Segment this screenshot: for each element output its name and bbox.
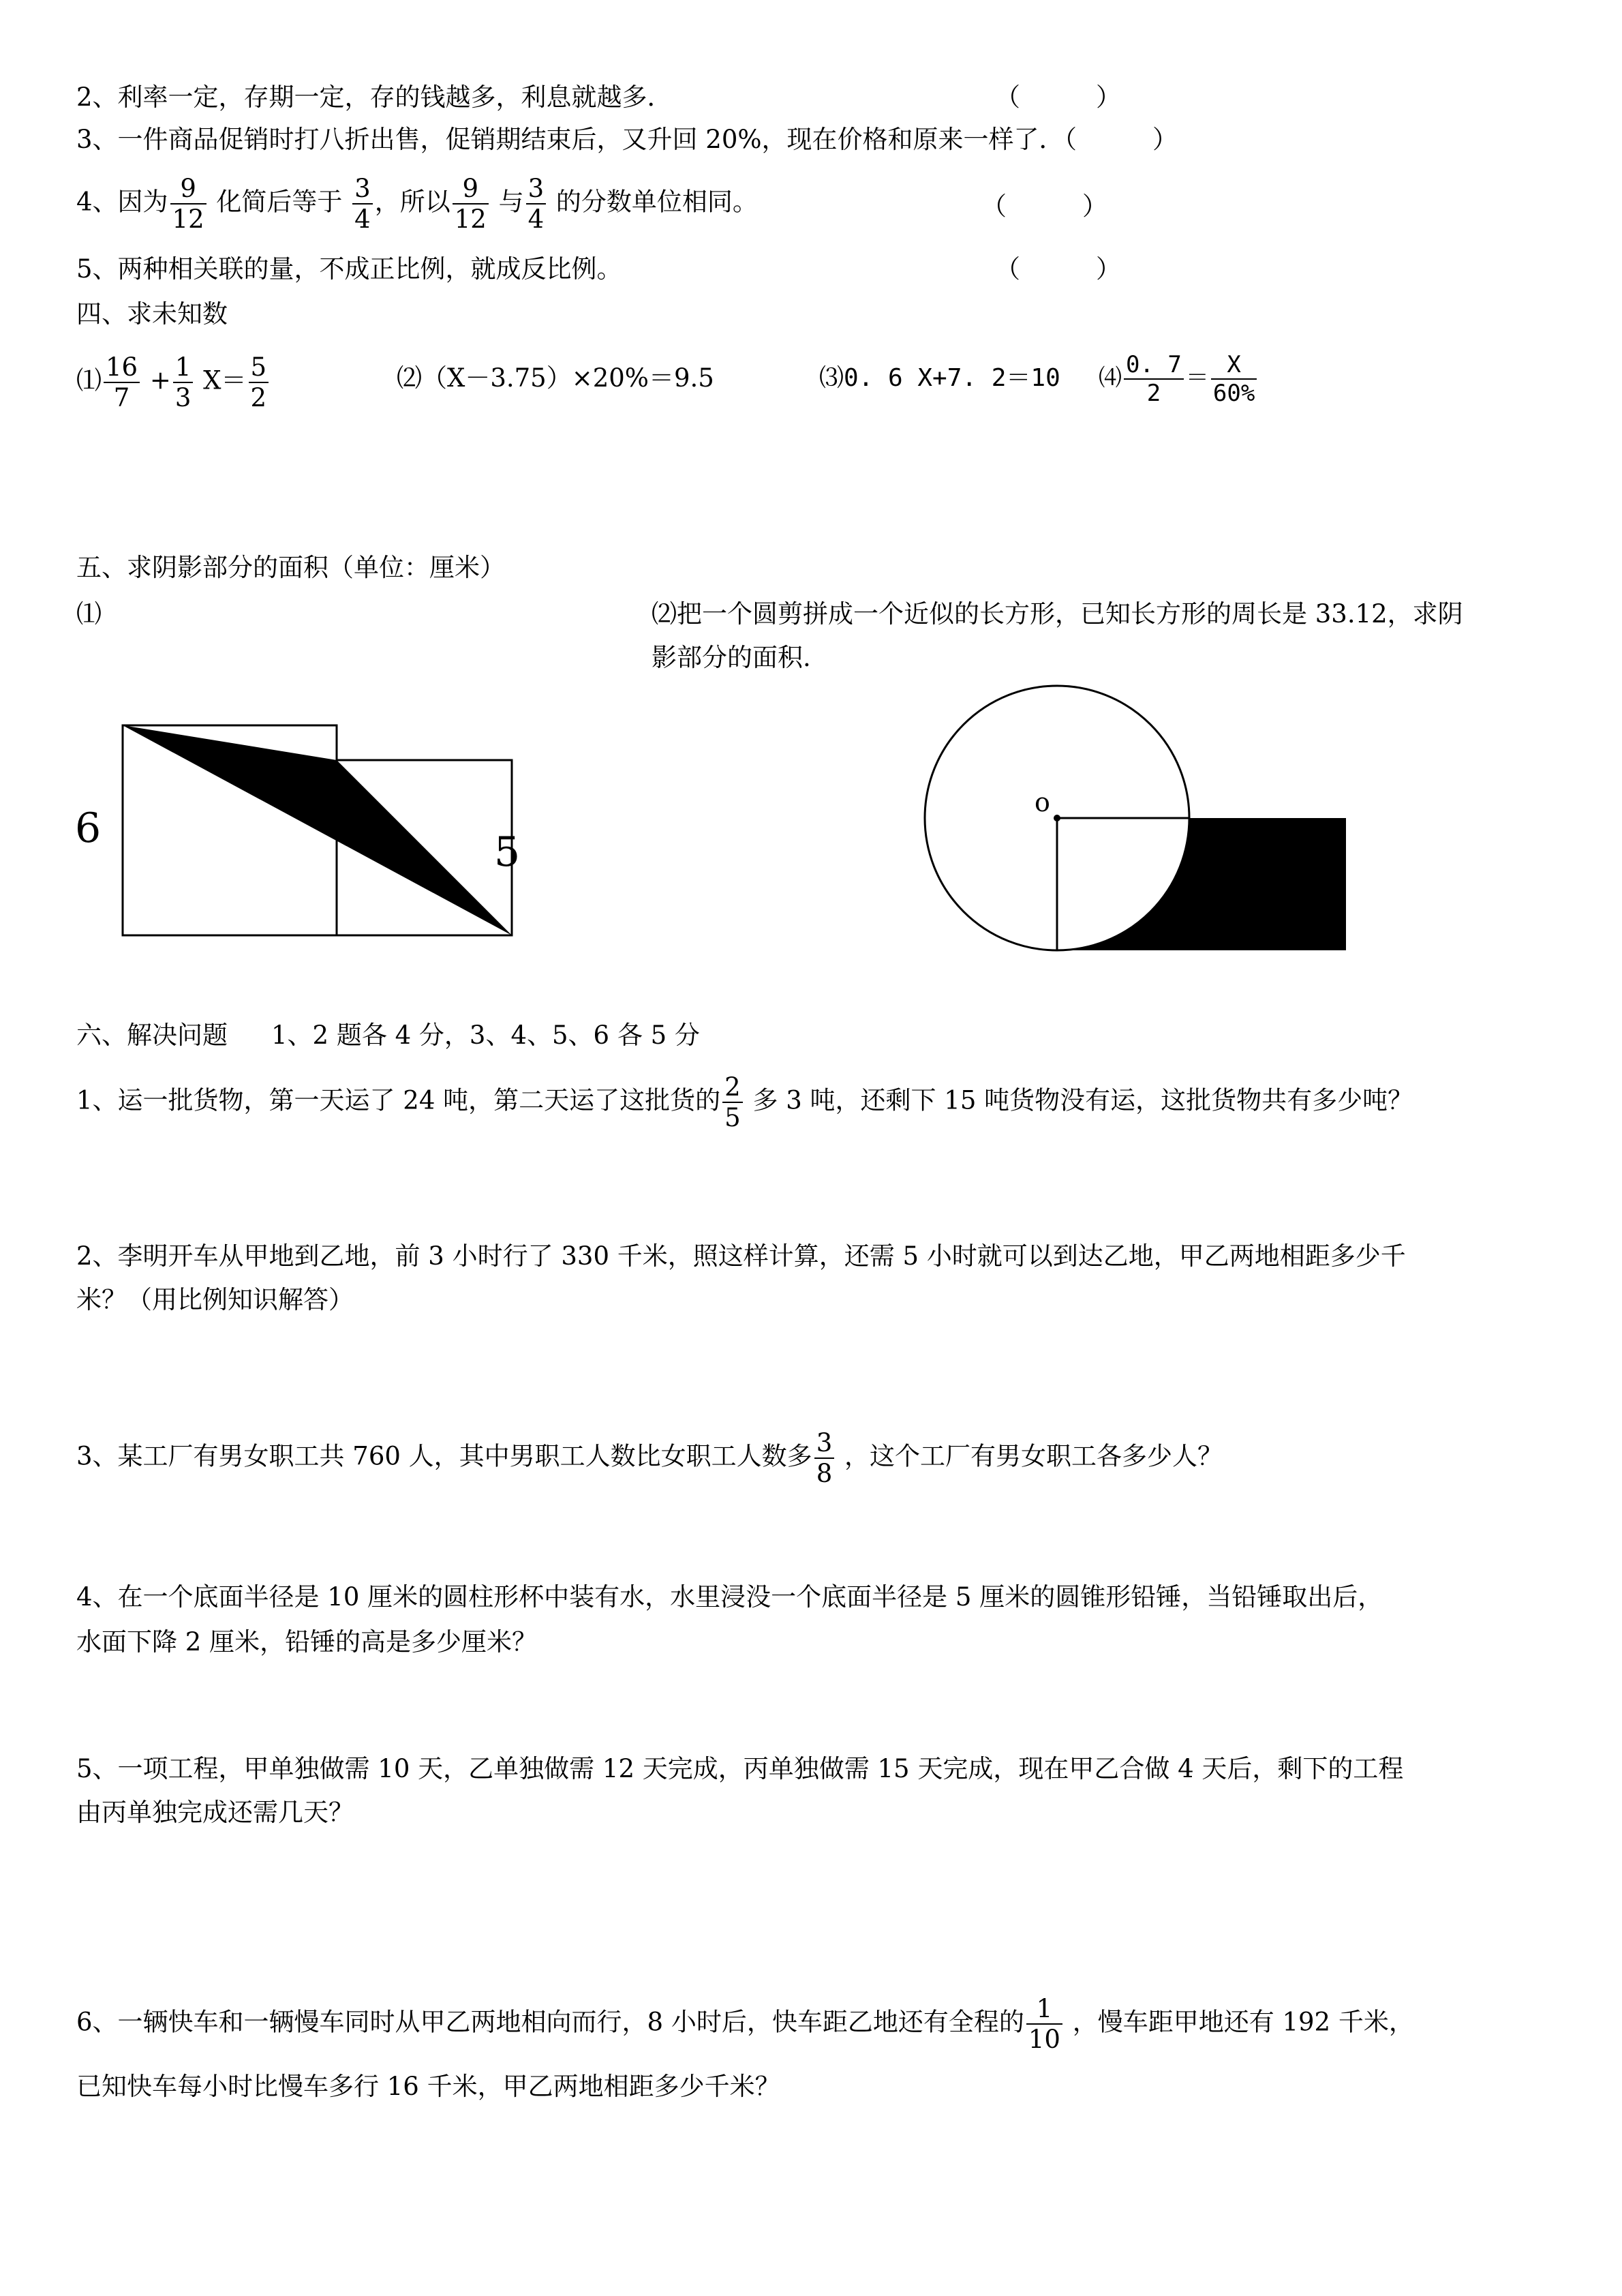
answer-paren[interactable]: （ ） (981, 192, 1107, 221)
numerator: 9 (453, 176, 489, 205)
equation-2: ⑵（X－3.75）×20%＝9.5 (397, 363, 714, 393)
fraction (249, 354, 269, 410)
problem-6-line1 (76, 1996, 1414, 2052)
q-text: 6、一辆快车和一辆慢车同时从甲乙两地相向而行，8 小时后，快车距乙地还有全程的 (76, 2007, 1024, 2037)
side-label-right: 5 (494, 828, 521, 876)
eq-label: ⑷ (1099, 364, 1122, 392)
q-text: 多 3 吨，还剩下 15 吨货物没有运，这批货物共有多少吨？ (744, 1085, 1413, 1115)
fraction (814, 1430, 835, 1486)
q-number: 3、 (76, 125, 118, 154)
eq-text: ＝ (1185, 364, 1209, 392)
fraction (526, 176, 547, 232)
q-text: 利率一定，存期一定，存的钱越多，利息就越多． (117, 82, 673, 112)
problem-3 (76, 1430, 1223, 1486)
numerator: 2 (722, 1074, 743, 1103)
problem-4-line2: 水面下降 2 厘米，铅锤的高是多少厘米？ (76, 1627, 538, 1657)
equation-3: ⑶0. 6 X+7. 2＝10 (819, 364, 1060, 392)
figure-squares-svg (68, 709, 545, 948)
answer-paren[interactable]: （ ） (995, 82, 1121, 112)
answer-paren[interactable]: （ ） (1064, 125, 1178, 154)
q-text: 的分数单位相同。 (548, 187, 758, 217)
fraction (173, 354, 194, 410)
denominator: 10 (1028, 2025, 1060, 2054)
q-text: 一件商品促销时打八折出售，促销期结束后，又升回 20%，现在价格和原来一样了． (117, 125, 1065, 154)
numerator: 1 (1026, 1996, 1062, 2025)
denominator: 7 (113, 383, 130, 412)
section-title: 五、求阴影部分的面积（单位：厘米） (76, 553, 505, 582)
q-text: 化简后等于 (208, 187, 351, 217)
scoring-note: 1、2 题各 4 分，3、4、5、6 各 5 分 (271, 1021, 700, 1050)
center-point (1054, 815, 1060, 821)
fraction (1026, 1996, 1062, 2052)
q-text: 两种相关联的量，不成正比例，就成反比例。 (117, 254, 622, 284)
numerator: 9 (170, 176, 206, 205)
denominator: 5 (724, 1103, 741, 1132)
section-title-text: 六、解决问题 (76, 1021, 228, 1050)
denominator: 4 (354, 205, 371, 234)
problem-5-line1: 5、一项工程，甲单独做需 10 天，乙单独做需 12 天完成，丙单独做需 15 天完成，现在甲乙合做 4 天后，剩下的工程 (76, 1754, 1404, 1783)
problem-2-line2: 米？（用比例知识解答） (76, 1285, 354, 1314)
eq-text: X＝ (195, 365, 247, 395)
judge-q3 (76, 123, 1178, 157)
numerator: X (1211, 353, 1257, 380)
q-text: 3、某工厂有男女职工共 760 人，其中男职工人数比女职工人数多 (76, 1441, 812, 1471)
q-number: 4、 (76, 187, 118, 217)
numerator: 1 (173, 354, 194, 383)
q-text: ，慢车距甲地还有 192 千米， (1064, 2007, 1414, 2037)
numerator: 3 (526, 176, 547, 205)
judge-q4 (76, 176, 758, 232)
numerator: 16 (104, 354, 140, 383)
denominator: 4 (527, 205, 545, 234)
answer-paren[interactable]: （ ） (995, 254, 1121, 284)
section-title (76, 1018, 700, 1053)
section-title: 四、求未知数 (76, 299, 228, 329)
fraction (1211, 353, 1257, 405)
denominator: 2 (250, 383, 267, 412)
q-number: 5、 (76, 254, 118, 284)
q-text: 1、运一批货物，第一天运了 24 吨，第二天运了这批货的 (76, 1085, 721, 1115)
denominator: 3 (174, 383, 192, 412)
denominator: 8 (816, 1459, 833, 1488)
eq-label: ⑴ (76, 365, 102, 395)
denominator: 12 (454, 205, 487, 234)
center-label: o (1035, 787, 1050, 817)
q-text: 因为 (117, 187, 168, 217)
shaded-triangle (123, 725, 512, 935)
problem-2-text: ⑵把一个圆剪拼成一个近似的长方形，已知长方形的周长是 33.12，求阴 (652, 599, 1463, 629)
side-label-left: 6 (75, 804, 102, 852)
numerator: 3 (352, 176, 373, 205)
q-text: ，所以 (374, 187, 450, 217)
fraction (104, 354, 140, 410)
problem-2-text: 影部分的面积. (652, 643, 811, 672)
denominator: 2 (1146, 380, 1161, 407)
fraction (722, 1074, 743, 1130)
numerator: 5 (249, 354, 269, 383)
q-text: 与 (490, 187, 524, 217)
figure-circle (900, 682, 1363, 968)
problem-4-line1: 4、在一个底面半径是 10 厘米的圆柱形杯中装有水，水里浸没一个底面半径是 5 厘米的圆锥形铅锤，当铅锤取出后， (76, 1582, 1383, 1612)
denominator: 12 (172, 205, 204, 234)
problem-6-line2: 已知快车每小时比慢车多行 16 千米，甲乙两地相距多少千米？ (76, 2072, 780, 2101)
figure-squares (68, 709, 545, 948)
q-number: 2、 (76, 82, 118, 112)
numerator: 3 (814, 1430, 835, 1459)
eq-text: + (142, 365, 171, 395)
q-text: ，这个工厂有男女职工各多少人？ (836, 1441, 1223, 1471)
numerator: 0. 7 (1124, 353, 1184, 380)
equation-1 (76, 354, 271, 410)
fraction (453, 176, 489, 232)
fraction (1124, 353, 1184, 405)
denominator: 60% (1212, 380, 1255, 407)
fraction (170, 176, 206, 232)
problem-5-line2: 由丙单独完成还需几天？ (76, 1798, 354, 1827)
problem-1-label: ⑴ (76, 599, 102, 629)
judge-q5 (76, 252, 622, 286)
figure-circle-svg (900, 682, 1363, 968)
judge-q2 (76, 80, 673, 115)
equation-4 (1099, 353, 1259, 405)
problem-2-line1: 2、李明开车从甲地到乙地，前 3 小时行了 330 千米，照这样计算，还需 5 小时就可以到达乙地，甲乙两地相距多少千 (76, 1241, 1406, 1271)
fraction (352, 176, 373, 232)
problem-1 (76, 1074, 1413, 1130)
